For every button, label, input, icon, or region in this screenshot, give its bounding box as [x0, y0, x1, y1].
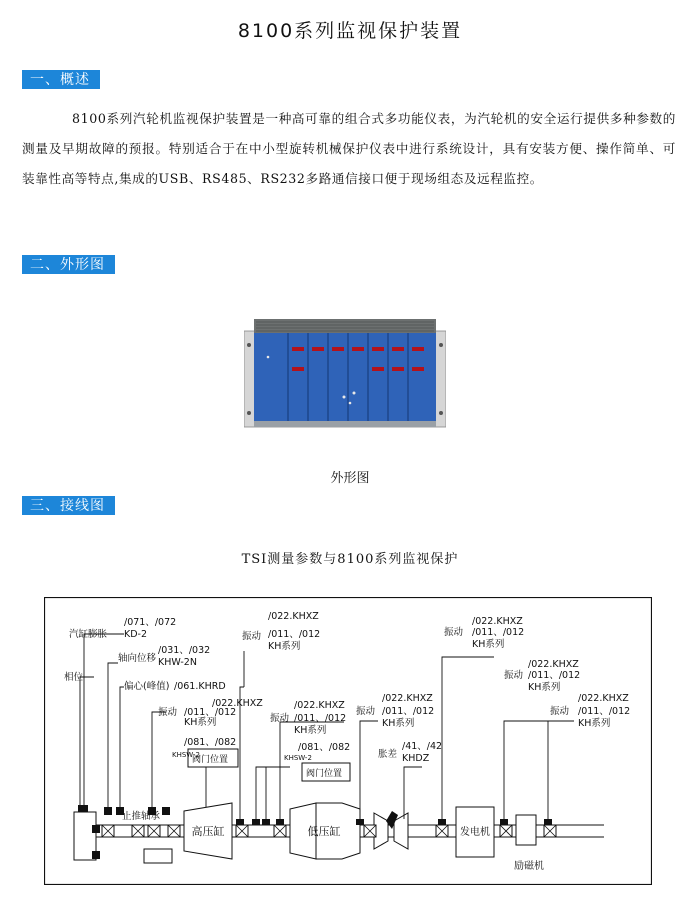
lp-cylinder-label: 低压缸 [307, 825, 341, 838]
diff-expansion-label: 胀差 [378, 749, 398, 760]
valve-models-2: /081、/082 [298, 742, 351, 753]
vibration-models-011-1: /011、/012 [184, 707, 237, 718]
section-heading-wiring: 三、接线图 [22, 496, 115, 515]
vibration-models-011-7: /011、/012 [578, 706, 631, 717]
vibration-models-011-5: /011、/012 [472, 627, 525, 638]
axial-displacement-label: 轴向位移 [118, 653, 157, 664]
tsi-wiring-diagram [44, 597, 652, 885]
thrust-bearing-label: 止推轴承 [122, 811, 161, 822]
vibration-kh-2: KH系列 [268, 641, 301, 652]
vibration-kh-4: KH系列 [382, 718, 415, 729]
vibration-models-5: /022.KHXZ [472, 616, 523, 627]
figure-caption: 外形图 [330, 471, 370, 486]
cylinder-expansion-code: KD-2 [124, 629, 148, 640]
intro-text: 8100系列汽轮机监视保护装置是一种高可靠的组合式多功能仪表，为汽轮机的安全运行提供多种参数的测量及早期故障的预报。特别适合于在中小型旋转机械保护仪表中进行系统设计，具有安装方便、操作简单、可装靠性高等特点,集成的USB、RS485、RS232多路通信接口便于现场组态及远程监控。 [22, 111, 676, 186]
vibration-models-7: /022.KHXZ [578, 693, 629, 704]
vibration-kh-6: KH系列 [528, 682, 561, 693]
vibration-models-1: /022.KHXZ [212, 698, 263, 709]
vibration-label-3: 振动 [270, 713, 290, 724]
axial-displacement-models: /031、/032 [158, 645, 211, 656]
diff-expansion-code: KHDZ [402, 753, 430, 764]
cylinder-expansion-label: 汽缸膨胀 [69, 629, 108, 640]
vibration-kh-3: KH系列 [294, 725, 327, 736]
vibration-models-2: /022.KHXZ [268, 611, 319, 622]
phase-label: 相位 [64, 672, 84, 683]
vibration-label-2: 振动 [242, 631, 262, 642]
vibration-models-3: /022.KHXZ [294, 700, 345, 711]
diagram-title: TSI测量参数与8100系列监视保护 [241, 552, 459, 567]
vibration-label-1: 振动 [158, 707, 178, 718]
diff-expansion-models: /41、/42 [402, 741, 443, 752]
vibration-kh-7: KH系列 [578, 718, 611, 729]
valve-models-1: /081、/082 [184, 737, 237, 748]
valve-code-1: KHSW-2 [172, 751, 200, 759]
vibration-models-011-6: /011、/012 [528, 670, 581, 681]
vibration-label-4: 振动 [356, 706, 376, 717]
vibration-models-6: /022.KHXZ [528, 659, 579, 670]
page-title: 8100系列监视保护装置 [237, 20, 463, 42]
vibration-models-011-4: /011、/012 [382, 706, 435, 717]
vibration-models-011-3: /011、/012 [294, 713, 347, 724]
cylinder-expansion-models: /071、/072 [124, 617, 177, 628]
valve-code-2: KHSW-2 [284, 754, 312, 762]
eccentric-models: /061.KHRD [174, 681, 226, 692]
section-heading-overview: 一、概述 [22, 70, 100, 89]
vibration-label-7: 振动 [550, 706, 570, 717]
valve-position-label-1: 阀门位置 [192, 755, 229, 765]
device-photo [244, 317, 446, 435]
intro-paragraph [22, 104, 676, 194]
vibration-models-4: /022.KHXZ [382, 693, 433, 704]
generator-label: 发电机 [460, 827, 490, 838]
valve-position-label-2: 阀门位置 [306, 769, 343, 779]
vibration-label-5: 振动 [444, 627, 464, 638]
exciter-label: 励磁机 [514, 861, 544, 872]
hp-cylinder-label: 高压缸 [191, 825, 225, 838]
vibration-kh-5: KH系列 [472, 639, 505, 650]
eccentric-label: 偏心(峰值) [124, 681, 170, 692]
vibration-models-011-2: /011、/012 [268, 629, 321, 640]
section-heading-appearance: 二、外形图 [22, 255, 115, 274]
axial-displacement-code: KHW-2N [158, 657, 197, 668]
vibration-label-6: 振动 [504, 670, 524, 681]
vibration-kh-1: KH系列 [184, 717, 217, 728]
